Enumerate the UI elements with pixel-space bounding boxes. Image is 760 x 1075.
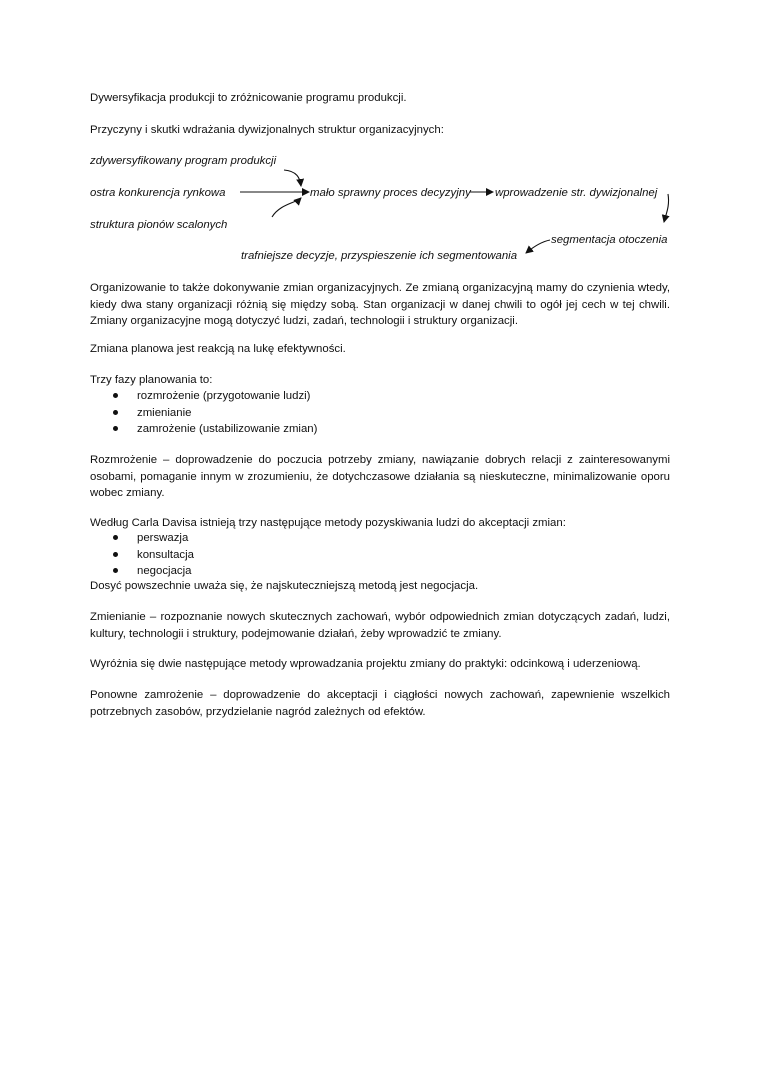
changing-paragraph: Zmienianie – rozpoznanie nowych skutecznych zachowań, wybór odpowiednich zmian dotyczących zadań, ludzi, kultury, technologii i struktury, podejmowanie działań, żeby wprowadzić te zmiany. [90,611,670,640]
arrow-divisional-to-segmentation [664,194,669,222]
node-environment-segmentation: segmentacja otoczenia [551,234,668,246]
list-item: zmienianie [90,405,650,422]
list-item: perswazja [90,530,650,547]
bullet-icon [113,426,118,431]
node-market-competition: ostra konkurencja rynkowa [90,187,226,199]
planned-change-paragraph: Zmiana planowa jest reakcją na lukę efektywności. [90,343,346,355]
intro-paragraph: Dywersyfikacja produkcji to zróżnicowanie programu produkcji. [90,92,407,104]
methods-list [90,530,650,580]
list-item: negocjacja [90,563,650,580]
list-item: rozmrożenie (przygotowanie ludzi) [90,388,650,405]
refreezing-paragraph: Ponowne zamrożenie – doprowadzenie do akceptacji i ciągłości nowych zachowań, zapewnienie wszelkich potrzebnych zasobów, przydzielanie nagród zależnych od efektów. [90,689,670,718]
list-item: zamrożenie (ustabilizowanie zmian) [90,421,650,438]
bullet-icon [113,568,118,573]
phases-list [90,388,650,438]
bullet-icon [113,393,118,398]
arrow-segmentation-to-better [526,240,550,253]
davis-heading: Według Carla Davisa istnieją trzy następujące metody pozyskiwania ludzi do akceptacji zmian: [90,517,566,529]
bullet-icon [113,552,118,557]
node-divisional-structure: wprowadzenie str. dywizjonalnej [495,187,658,199]
node-diversified-program: zdywersyfikowany program produkcji [90,155,277,167]
negotiation-paragraph: Dosyć powszechnie uważa się, że najskuteczniejszą metodą jest negocjacja. [90,580,479,592]
list-item: konsultacja [90,547,650,564]
organizing-paragraph: Organizowanie to także dokonywanie zmian organizacyjnych. Ze zmianą organizacyjną mamy do czynienia wtedy, kiedy dwa stany organizacji różnią się między sobą. Stan organizacji w danej chwili to ogół jej cech w tej chwili. Zmiany organizacyjne mogą dotyczyć ludzi, zadań, technologii i struktury organizacji. [90,282,670,327]
bullet-icon [113,410,118,415]
bullet-icon [113,535,118,540]
unfreezing-paragraph: Rozmrożenie – doprowadzenie do poczucia potrzeby zmiany, nawiązanie dobrych relacji z zainteresowanymi osobami, pomaganie innym w zrozumieniu, że dotychczasowe działania są nieskuteczne, minimalizowanie oporu wobec zmiany. [90,454,670,499]
node-better-decisions: trafniejsze decyzje, przyspieszenie ich segmentowania [241,250,518,262]
phases-heading: Trzy fazy planowania to: [90,374,213,386]
node-inefficient-decision-process: mało sprawny proces decyzyjny [310,187,471,199]
arrow-diversified-to-inefficient [284,170,301,186]
node-merged-divisions: struktura pionów scalonych [90,219,228,231]
arrow-merged-to-inefficient [272,198,301,217]
implementation-methods-paragraph: Wyróżnia się dwie następujące metody wprowadzania projektu zmiany do praktyki: odcinkową i uderzeniową. [90,658,641,670]
causes-heading: Przyczyny i skutki wdrażania dywizjonalnych struktur organizacyjnych: [90,124,444,136]
